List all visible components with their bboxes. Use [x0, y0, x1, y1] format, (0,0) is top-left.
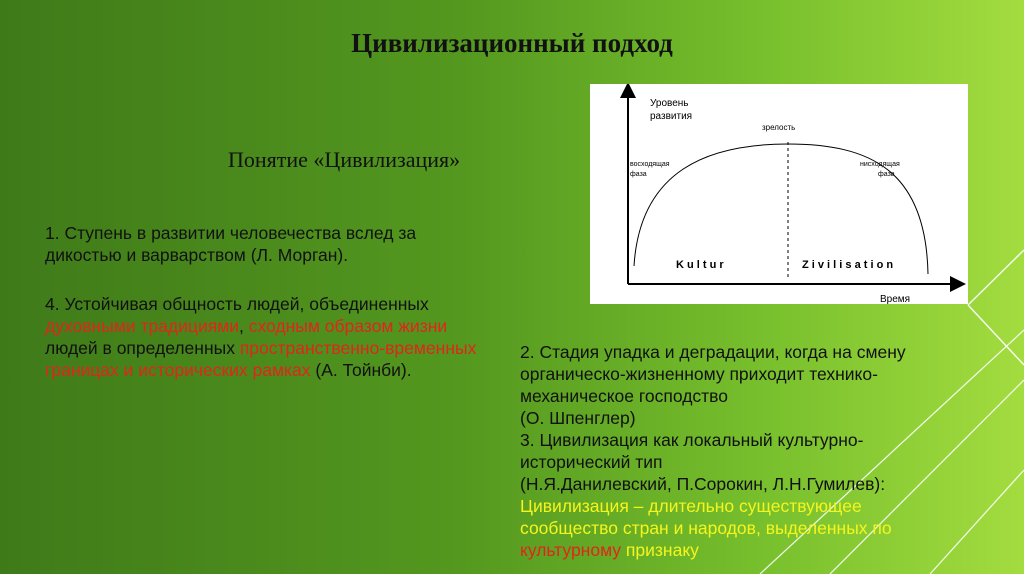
- definition-3-text: 3. Цивилизация как локальный культурно-исторический тип: [520, 430, 864, 472]
- definition-3-yellow-1: Цивилизация – длительно существующее сообщество стран и народов,: [520, 496, 862, 538]
- slide-subtitle: Понятие «Цивилизация»: [228, 147, 461, 172]
- x-axis-label: Время: [880, 294, 911, 304]
- definition-2-author: (О. Шпенглер): [520, 408, 636, 428]
- y-axis-label-line2: развития: [650, 111, 693, 122]
- definition-3-yellow-2: выделенных по: [765, 518, 892, 538]
- definition-1: [45, 222, 485, 266]
- right-phase-line2: фаза: [878, 171, 895, 178]
- definition-3-red: культурному: [520, 540, 622, 560]
- definition-3-authors: (Н.Я.Данилевский, П.Сорокин, Л.Н.Гумилев):: [520, 474, 886, 494]
- definition-4-part3: людей в определенных: [45, 338, 240, 358]
- definition-4-part2: ,: [239, 316, 249, 336]
- period-kultur: K u l t u r: [676, 259, 724, 271]
- definition-4-highlight-3: пространственно-временных границах и исторических рамках: [45, 338, 477, 380]
- slide-title: Цивилизационный подход: [351, 28, 673, 58]
- definition-4-part4: (А. Тойнби).: [310, 360, 412, 380]
- left-phase-line1: восходящая: [630, 161, 670, 168]
- definitions-2-3: [520, 341, 960, 561]
- definition-4-highlight-1: духовными традициями: [45, 316, 240, 336]
- definition-1-text: 1. Ступень в развитии человечества вслед за дикостью и варварством (Л. Морган).: [45, 223, 417, 265]
- definition-3-highlight: [520, 495, 960, 561]
- civilization-cycle-diagram: [590, 84, 968, 304]
- definition-4-part1: 4. Устойчивая общность людей, объединенных: [45, 294, 429, 314]
- peak-label: зрелость: [762, 123, 796, 132]
- right-phase-line1: нисходящая: [860, 161, 900, 168]
- definition-2-text: 2. Стадия упадка и деградации, когда на смену органическо-жизненному приходит технико-механическое господство: [520, 342, 906, 406]
- left-phase-line2: фаза: [630, 171, 647, 178]
- definition-4: [45, 293, 500, 381]
- definition-4-highlight-2: сходным образом жизни: [248, 316, 448, 336]
- diagram-svg: [590, 84, 968, 304]
- y-axis-label-line1: Уровень: [650, 98, 689, 109]
- period-zivilisation: Z i v i l i s a t i o n: [802, 259, 894, 271]
- definition-3-yellow-3: признаку: [621, 540, 699, 560]
